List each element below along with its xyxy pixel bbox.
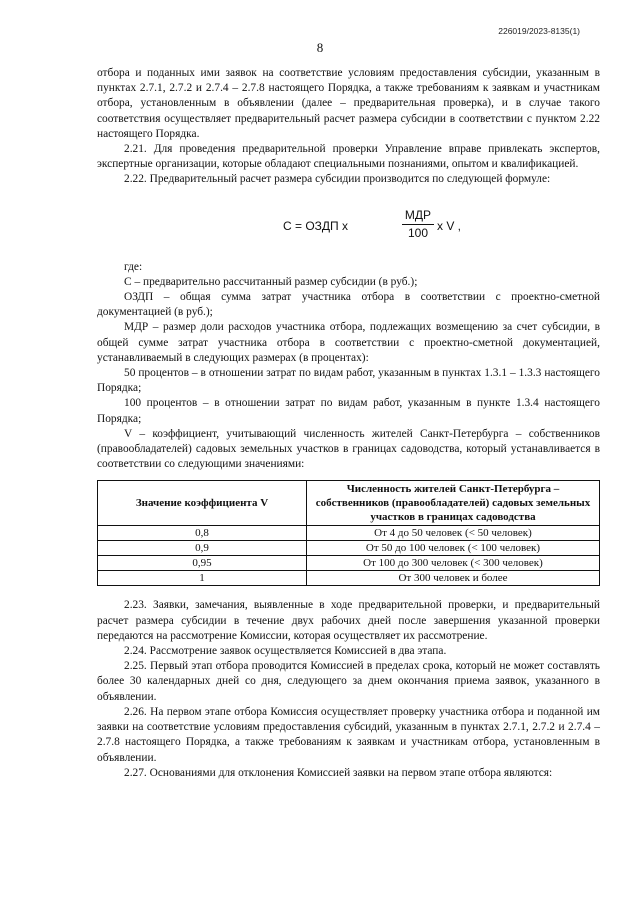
table-cell-population: От 50 до 100 человек (< 100 человек) xyxy=(307,541,600,556)
definition-where: где: xyxy=(124,260,143,273)
table-cell-population: От 300 человек и более xyxy=(307,571,600,586)
formula-numerator: МДР xyxy=(402,208,434,225)
definition-c: С – предварительно рассчитанный размер субсидии (в руб.); xyxy=(124,275,418,288)
definition-v: V – коэффициент, учитывающий численность жителей Санкт-Петербурга – собственников (правообладателей) садовых земельных участков в границах садоводства, который устанавливается в соответствии со следующими значениями: xyxy=(97,427,600,471)
definition-mdr: МДР – размер доли расходов участника отбора, подлежащих возмещению за счет субсидии, в общей сумме затрат участника отбора в соответствии с проектно-сметной документацией, устанавливаемый в следующих размерах (в процентах): xyxy=(97,321,600,364)
paragraph-2-27: 2.27. Основаниями для отклонения Комиссией заявки на первом этапе отбора являются: xyxy=(124,766,553,779)
table-row xyxy=(98,526,600,541)
paragraph-2-23: 2.23. Заявки, замечания, выявленные в ходе предварительной проверки, и предварительный расчет размера субсидии в течение двух рабочих дней после завершения указанной проверки передаются на рассмотрение Комиссии, которая осуществляет их рассмотрение. xyxy=(97,599,600,642)
table-header-coefficient: Значение коэффициента V xyxy=(98,481,307,526)
document-number: 226019/2023-8135(1) xyxy=(498,26,580,36)
paragraph-2-22: 2.22. Предварительный расчет размера субсидии производится по следующей формуле: xyxy=(124,173,551,186)
table-row xyxy=(98,556,600,571)
formula-lhs: С = ОЗДП x xyxy=(283,218,349,233)
table-header-population: Численность жителей Санкт-Петербурга – собственников (правообладателей) садовых земельных участков в границах садоводства xyxy=(307,481,600,526)
document-body xyxy=(97,66,600,781)
subsidy-formula xyxy=(97,208,600,244)
paragraph-2-24: 2.24. Рассмотрение заявок осуществляется Комиссией в два этапа. xyxy=(124,645,447,658)
definition-ozdp: ОЗДП – общая сумма затрат участника отбора в соответствии с проектно-сметной документацией (в руб.); xyxy=(97,291,600,319)
page-number: 8 xyxy=(316,40,324,55)
table-row xyxy=(98,541,600,556)
table-cell-coefficient: 0,9 xyxy=(98,541,307,556)
table-row xyxy=(98,571,600,586)
coefficient-table xyxy=(97,480,600,586)
table-cell-coefficient: 1 xyxy=(98,571,307,586)
paragraph-2-25: 2.25. Первый этап отбора проводится Комиссией в пределах срока, который не может составлять более 30 календарных дней со дня, следующего за днем окончания приема заявок, указанного в объявлении. xyxy=(97,660,600,703)
definition-50-percent: 50 процентов – в отношении затрат по видам работ, указанным в пунктах 1.3.1 – 1.3.3 настоящего Порядка; xyxy=(97,367,600,395)
formula-denominator: 100 xyxy=(407,225,429,240)
paragraph-2-26: 2.26. На первом этапе отбора Комиссия осуществляет проверку участника отбора и поданной им заявки на соответствие условиям предоставления субсидий, указанным в пунктах 2.7.1, 2.7.2 и 2.7.4 – 2.7.8 настоящего Порядка, а также требованиям к заявкам и участникам отбора, установленным в объявлении. xyxy=(97,705,600,764)
table-cell-coefficient: 0,95 xyxy=(98,556,307,571)
formula-rhs: x V , xyxy=(437,218,462,233)
paragraph-2-21: 2.21. Для проведения предварительной проверки Управление вправе привлекать экспертов, экспертные организации, которые обладают специальными познаниями, опытом и квалификацией. xyxy=(97,143,600,171)
paragraph-continuation: отбора и поданных ими заявок на соответствие условиям предоставления субсидии, указанным в пунктах 2.7.1, 2.7.2 и 2.7.4 – 2.7.8 настоящего Порядка, а также требованиям к заявкам и участникам отбора, установленным в объявлении (далее – предварительная проверка), и в случае такого соответствия осуществляет предварительный расчет размера субсидии в соответствии с пунктом 2.22 настоящего Порядка. xyxy=(97,67,600,140)
formula-fraction xyxy=(402,208,434,241)
table-header-row xyxy=(98,481,600,526)
table-cell-population: От 100 до 300 человек (< 300 человек) xyxy=(307,556,600,571)
definition-100-percent: 100 процентов – в отношении затрат по видам работ, указанным в пункте 1.3.4 настоящего Порядка; xyxy=(97,397,600,425)
table-cell-population: От 4 до 50 человек (< 50 человек) xyxy=(307,526,600,541)
table-cell-coefficient: 0,8 xyxy=(98,526,307,541)
